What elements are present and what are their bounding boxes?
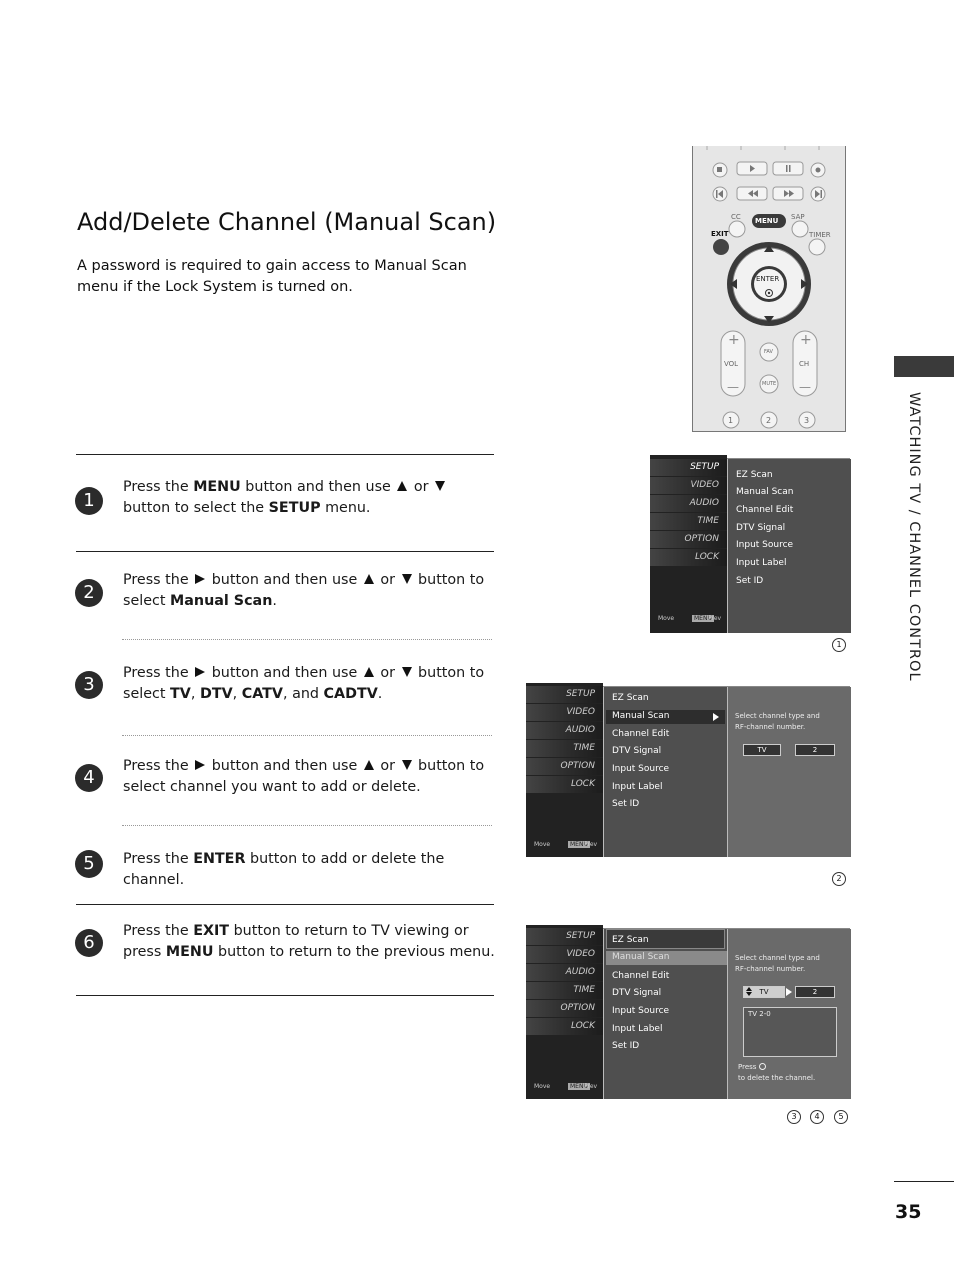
- submenu-arrow-icon: [713, 713, 719, 721]
- osd-tab-time: TIME: [526, 740, 603, 757]
- step-number: 6: [75, 929, 103, 957]
- cc-button-label: CC: [731, 213, 741, 221]
- osd-menu-item: Set ID: [736, 576, 764, 586]
- timer-button-label: TIMER: [809, 231, 831, 239]
- ch-label: CH: [799, 360, 810, 368]
- number-3-button: 3: [804, 416, 810, 425]
- osd-press-instruction: Press to delete the channel.: [738, 1063, 816, 1082]
- step-number: 2: [75, 579, 103, 607]
- osd-menu-item: Set ID: [612, 1041, 640, 1051]
- up-arrow-icon: [364, 760, 374, 770]
- osd-menu-item: DTV Signal: [612, 746, 662, 756]
- osd-tab-lock: LOCK: [650, 549, 727, 566]
- vol-label: VOL: [724, 360, 739, 368]
- osd-menu-item: Input Source: [612, 1006, 670, 1016]
- divider: [76, 995, 494, 996]
- step-number: 1: [75, 487, 103, 515]
- number-2-button: 2: [766, 416, 772, 425]
- vol-plus-icon: +: [728, 332, 740, 348]
- right-arrow-icon: [195, 667, 205, 677]
- channel-result-text: TV 2-0: [748, 1010, 771, 1018]
- step-number: 5: [75, 850, 103, 878]
- osd-tab-lock: LOCK: [526, 776, 603, 793]
- dotted-divider: [122, 639, 492, 640]
- osd-manual-scan-panel: [727, 687, 851, 857]
- dotted-divider: [122, 825, 492, 826]
- osd-tab-video: VIDEO: [526, 946, 603, 963]
- osd-tab-column: [526, 683, 603, 857]
- section-label: WATCHING TV / CHANNEL CONTROL: [906, 392, 922, 682]
- number-1-button: 1: [728, 416, 734, 425]
- up-arrow-icon: [746, 987, 752, 991]
- up-arrow-icon: [364, 574, 374, 584]
- osd-footer-menu: MENU: [570, 1083, 588, 1090]
- osd-menu-item: Input Label: [612, 1024, 663, 1034]
- ch-plus-icon: +: [800, 332, 812, 348]
- osd-menu-item: Channel Edit: [612, 971, 670, 981]
- osd-tab-setup: SETUP: [650, 459, 727, 476]
- channel-result-box: [743, 1007, 837, 1057]
- osd-menu-item-active: Manual Scan: [612, 952, 670, 962]
- osd-menu-item-selected: Manual Scan: [612, 711, 670, 721]
- divider: [76, 551, 494, 552]
- osd-menu-item: Set ID: [612, 799, 640, 809]
- step-1-text: Press the MENU button and then use or button to select the SETUP menu.: [123, 477, 498, 519]
- fav-button-label: FAV: [764, 349, 773, 355]
- osd-tab-video: VIDEO: [650, 477, 727, 494]
- down-arrow-icon: [402, 760, 412, 770]
- osd-tab-option: OPTION: [526, 1000, 603, 1017]
- osd-tab-lock: LOCK: [526, 1018, 603, 1035]
- osd-hint-text: Select channel type and RF-channel number.: [735, 954, 820, 973]
- right-arrow-icon: [786, 988, 792, 996]
- ch-minus-icon: —: [799, 380, 811, 394]
- osd-tab-audio: AUDIO: [526, 964, 603, 981]
- osd-menu-item: Channel Edit: [612, 729, 670, 739]
- intro-text: A password is required to gain access to Manual Scan menu if the Lock System is turned on.: [77, 258, 467, 295]
- right-arrow-icon: [195, 760, 205, 770]
- osd-menu-item: Input Label: [612, 782, 663, 792]
- osd-footer-move: Move: [534, 1083, 551, 1090]
- step-4-text: Press the button and then use or button to select channel you want to add or delete.: [123, 758, 485, 795]
- page-number: 35: [895, 1201, 922, 1223]
- osd-footer-prev: Prev: [708, 615, 722, 622]
- osd-setup-menu: [727, 459, 851, 633]
- osd-tab-setup: SETUP: [526, 686, 603, 703]
- osd-menu-item: DTV Signal: [736, 523, 786, 533]
- osd-screen-2: [526, 683, 850, 857]
- osd-footer-prev: Prev: [584, 841, 598, 848]
- enter-icon: [759, 1063, 766, 1070]
- rf-channel-field: 2: [795, 986, 835, 998]
- enter-button-label: ENTER: [756, 275, 780, 283]
- vol-minus-icon: —: [727, 380, 739, 394]
- channel-type-field: TV: [743, 986, 785, 998]
- figure-number: 4: [810, 1110, 824, 1124]
- dotted-divider: [122, 735, 492, 736]
- osd-setup-menu: [603, 929, 727, 1099]
- figure-number: 5: [834, 1110, 848, 1124]
- page-number-rule: [894, 1181, 954, 1182]
- osd-tab-column: [526, 925, 603, 1099]
- divider: [76, 454, 494, 455]
- step-number: 3: [75, 671, 103, 699]
- menu-button: MENU: [755, 217, 779, 225]
- step-3-text: Press the button and then use or button to select TV, DTV, CATV, and CADTV.: [123, 665, 485, 702]
- osd-footer-move: Move: [534, 841, 551, 848]
- step-6-text: Press the EXIT button to return to TV viewing or press MENU button to return to the previous menu.: [123, 923, 495, 960]
- step-number: 4: [75, 764, 103, 792]
- osd-tab-time: TIME: [526, 982, 603, 999]
- osd-footer-menu: MENU: [570, 841, 588, 848]
- channel-type-field: TV: [743, 744, 781, 756]
- osd-tab-audio: AUDIO: [650, 495, 727, 512]
- osd-tab-audio: AUDIO: [526, 722, 603, 739]
- osd-screen-1: [650, 455, 850, 633]
- osd-menu-item: DTV Signal: [612, 988, 662, 998]
- osd-tab-column: [650, 455, 727, 633]
- osd-menu-item: Channel Edit: [736, 505, 794, 515]
- figure-number: 3: [787, 1110, 801, 1124]
- osd-menu-item: EZ Scan: [612, 693, 649, 703]
- rf-channel-field: 2: [795, 744, 835, 756]
- osd-menu-item: Input Source: [736, 540, 794, 550]
- up-arrow-icon: [364, 667, 374, 677]
- osd-manual-scan-panel: [727, 929, 851, 1099]
- osd-hint-text: Select channel type and RF-channel number.: [735, 712, 820, 731]
- osd-setup-menu: [603, 687, 727, 857]
- osd-tab-time: TIME: [650, 513, 727, 530]
- down-arrow-icon: [746, 992, 752, 996]
- down-arrow-icon: [402, 667, 412, 677]
- osd-menu-item: Input Label: [736, 558, 787, 568]
- osd-tab-setup: SETUP: [526, 928, 603, 945]
- right-arrow-icon: [195, 574, 205, 584]
- page-title: Add/Delete Channel (Manual Scan): [77, 208, 497, 236]
- osd-menu-item: Input Source: [612, 764, 670, 774]
- figure-number: 1: [832, 638, 846, 652]
- osd-footer-move: Move: [658, 615, 675, 622]
- sap-button-label: SAP: [791, 213, 805, 221]
- osd-tab-option: OPTION: [650, 531, 727, 548]
- osd-menu-item: EZ Scan: [612, 935, 649, 945]
- down-arrow-icon: [435, 481, 445, 491]
- step-5-text: Press the ENTER button to add or delete the channel.: [123, 851, 445, 888]
- mute-button-label: MUTE: [762, 381, 777, 387]
- step-2-text: Press the button and then use or button to select Manual Scan.: [123, 572, 485, 609]
- osd-tab-video: VIDEO: [526, 704, 603, 721]
- osd-footer-prev: Prev: [584, 1083, 598, 1090]
- figure-number: 2: [832, 872, 846, 886]
- osd-footer-menu: MENU: [694, 615, 712, 622]
- up-arrow-icon: [397, 481, 407, 491]
- osd-tab-option: OPTION: [526, 758, 603, 775]
- section-tab-marker: [894, 356, 954, 377]
- osd-menu-item: Manual Scan: [736, 487, 794, 497]
- remote-control-illustration: [692, 146, 846, 432]
- osd-screen-3: [526, 925, 850, 1099]
- divider: [76, 904, 494, 905]
- exit-button-label: EXIT: [711, 230, 729, 238]
- down-arrow-icon: [402, 574, 412, 584]
- osd-menu-item: EZ Scan: [736, 470, 773, 480]
- remote-body-icon: [693, 146, 845, 431]
